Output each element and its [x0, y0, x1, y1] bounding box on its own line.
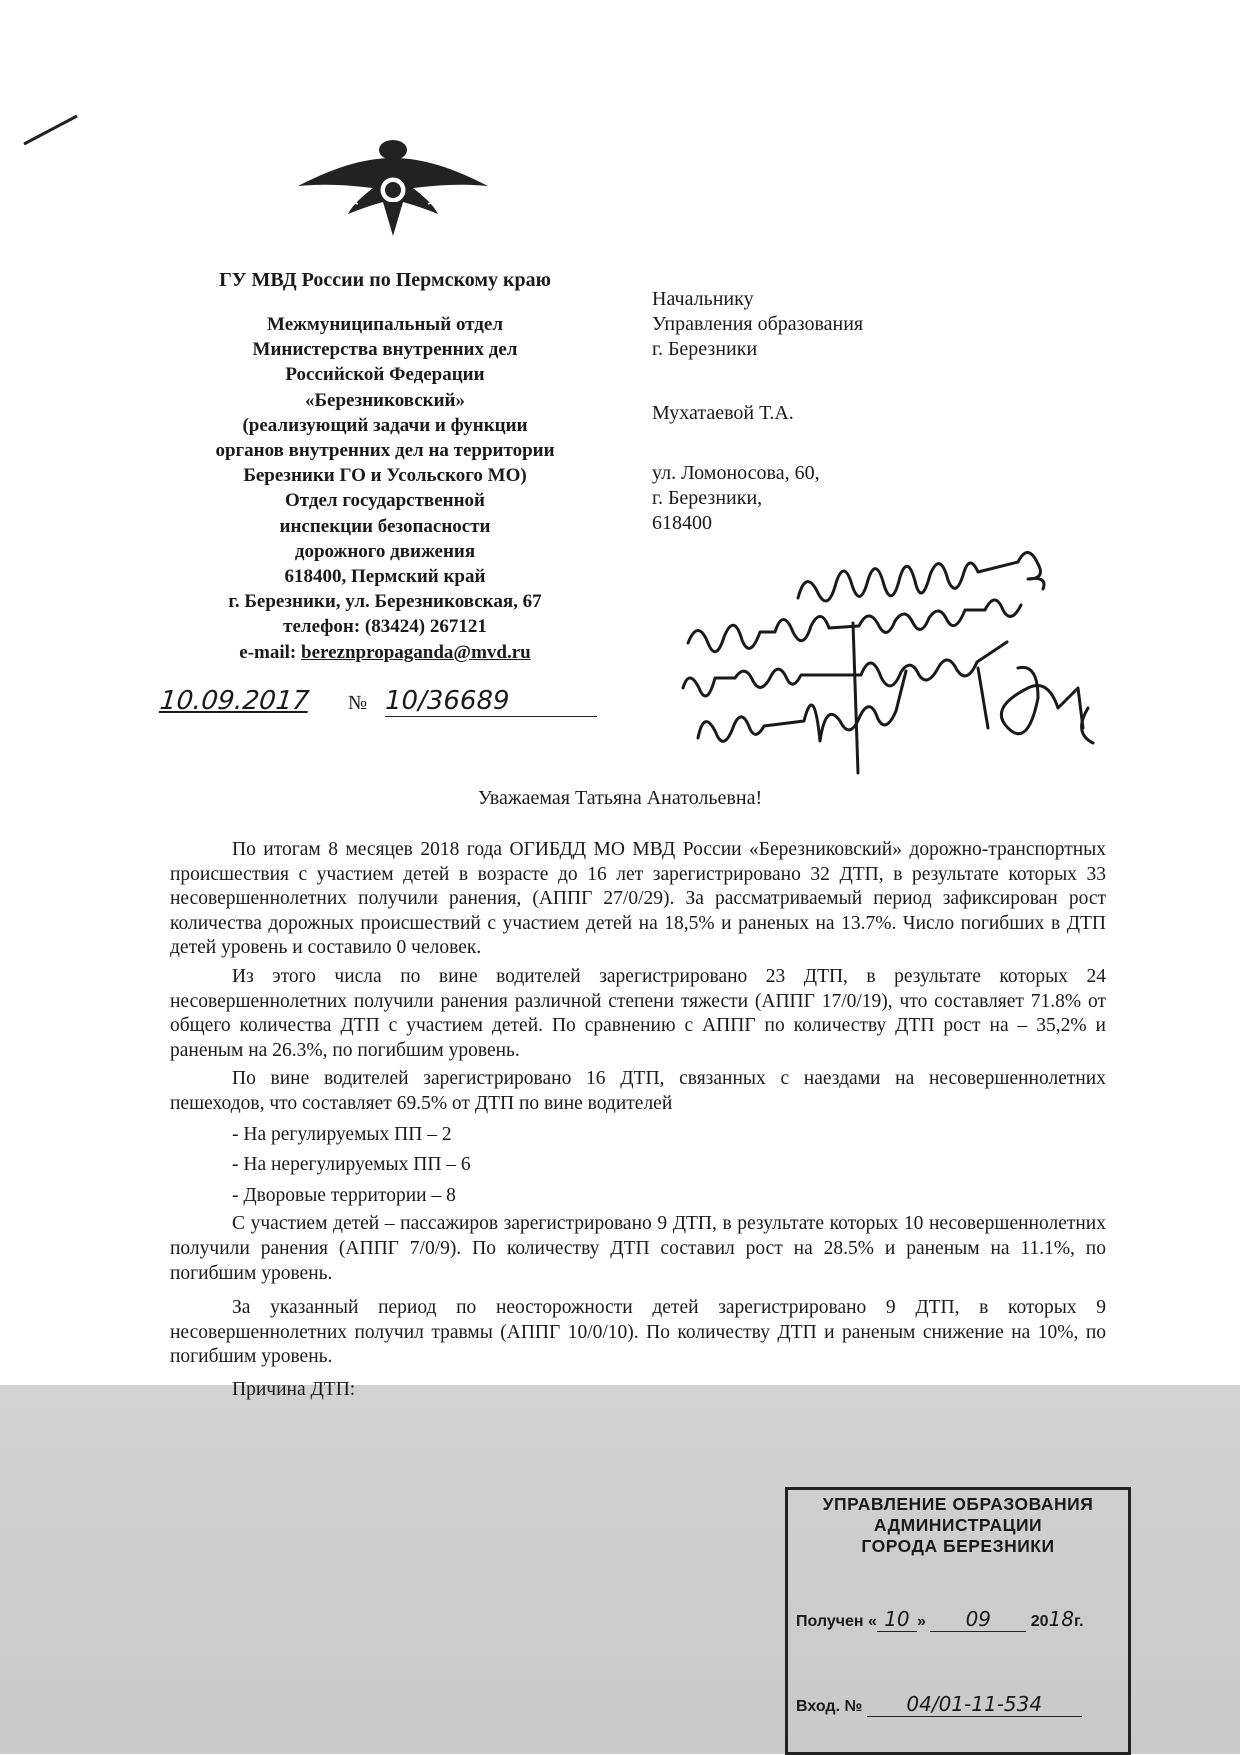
addressee-name: Мухатаевой Т.А. — [652, 402, 794, 424]
stamp-title — [788, 1494, 1128, 1557]
addressee-line: Управления образования — [652, 313, 864, 335]
stamp-incoming-row — [796, 1692, 1082, 1717]
registration-number: 10/36689 — [385, 686, 597, 717]
list-item: - Дворовые территории – 8 — [232, 1184, 456, 1206]
addressee-address-line: 618400 — [652, 512, 712, 534]
stamp-year-end: г. — [1074, 1613, 1084, 1630]
registration-number-label: № — [348, 692, 368, 714]
registration-date: 10.09.2017 — [158, 686, 311, 716]
sender-line: г. Березники, ул. Березниковская, 67 — [228, 591, 542, 613]
registration-line — [160, 686, 600, 726]
body-paragraph: По итогам 8 месяцев 2018 года ОГИБДД МО МВД России «Березниковский» дорожно-транспортных происшествия с участием детей в возрасте до 16 лет зарегистрировано 32 ДТП, в результате которых 33 несовершеннолетних получили ранения, (АППГ 27/0/29). За рассматриваемый период зафиксирован рост количества дорожных происшествий с участием детей на 18,5% и раненых на 13.7%. Число погибших в ДТП детей уровень и составило 0 человек. — [170, 839, 1106, 959]
addressee-line: Начальнику — [652, 288, 754, 310]
body-paragraph: Из этого числа по вине водителей зарегистрировано 23 ДТП, в результате которых 24 несовершеннолетних получили ранения различной степени тяжести (АППГ 17/0/19), что составляет 71.8% от общего количества ДТП с участием детей. По сравнению с АППГ по количеству ДТП рост на – 35,2% и раненым на 26.3%, по погибшим уровень. — [170, 965, 1106, 1061]
sender-line: «Березниковский» — [304, 389, 465, 411]
stamp-day: 10 — [884, 1607, 910, 1631]
addressee-line: г. Березники — [652, 338, 758, 360]
sender-line: Российской Федерации — [285, 364, 485, 386]
body-paragraph: По вине водителей зарегистрировано 16 ДТП, связанных с наездами на несовершеннолетних пешеходов, что составляет 69.5% от ДТП по вине водителей — [170, 1068, 1106, 1114]
sender-phone: телефон: (83424) 267121 — [283, 616, 487, 638]
addressee-address-line: г. Березники, — [652, 487, 763, 509]
stamp-received-label: Получен — [796, 1613, 864, 1630]
addressee-address-line: ул. Ломоносова, 60, — [652, 462, 820, 484]
stamp-year-prefix: 20 — [1030, 1613, 1049, 1630]
incoming-stamp — [785, 1487, 1131, 1755]
letter-body — [170, 838, 1106, 1402]
sender-organization: ГУ МВД России по Пермскому краю — [219, 269, 551, 291]
stamp-title-line: АДМИНИСТРАЦИИ — [873, 1515, 1043, 1535]
addressee-block — [652, 287, 952, 536]
list-item: - На нерегулируемых ПП – 6 — [232, 1154, 471, 1176]
body-paragraph: С участием детей – пассажиров зарегистрировано 9 ДТП, в результате которых 10 несовершеннолетних получили ранения (АППГ 7/0/9). По количеству ДТП составил рост на 28.5% и раненым на 11.1%, по погибшим уровень. — [170, 1213, 1106, 1284]
scan-artifact — [22, 108, 82, 148]
sender-line: Министерства внутренних дел — [252, 339, 518, 361]
sender-line: органов внутренних дел на территории — [215, 440, 555, 462]
email-label: e-mail: — [239, 641, 297, 663]
sender-line: Отдел государственной — [285, 490, 485, 512]
sender-email — [165, 640, 605, 665]
body-paragraph: Причина ДТП: — [232, 1378, 356, 1400]
stamp-title-line: УПРАВЛЕНИЕ ОБРАЗОВАНИЯ — [822, 1494, 1094, 1514]
salutation: Уважаемая Татьяна Анатольевна! — [477, 787, 763, 809]
sender-line: Межмуниципальный отдел — [267, 314, 503, 335]
list-item: - На регулируемых ПП – 2 — [232, 1123, 452, 1145]
handwritten-resolution — [678, 548, 1148, 788]
sender-line: 618400, Пермский край — [284, 566, 486, 588]
stamp-month: 09 — [965, 1607, 992, 1631]
body-paragraph: За указанный период по неосторожности детей зарегистрировано 9 ДТП, в которых 9 несовершеннолетних получил травмы (АППГ 10/0/10). По количеству ДТП и раненым снижение на 10%, по погибшим уровень. — [170, 1297, 1106, 1368]
sender-line: инспекции безопасности — [279, 515, 491, 537]
sender-details — [165, 312, 605, 665]
stamp-received-row: Получен « 10 » 09 2018г. — [796, 1607, 1084, 1631]
stamp-year-suffix: 18 — [1048, 1607, 1074, 1631]
sender-header — [165, 268, 605, 301]
sender-line: Березники ГО и Усольского МО) — [243, 465, 527, 487]
email-link[interactable]: bereznpropaganda@mvd.ru — [301, 641, 531, 663]
stamp-incoming-label: Вход. № — [796, 1698, 863, 1715]
sender-line: (реализующий задачи и функции — [242, 414, 528, 436]
mvd-emblem-icon — [293, 128, 493, 238]
stamp-incoming-number: 04/01-11-534 — [906, 1692, 1043, 1716]
stamp-title-line: ГОРОДА БЕРЕЗНИКИ — [861, 1536, 1055, 1556]
sender-line: дорожного движения — [294, 540, 476, 562]
